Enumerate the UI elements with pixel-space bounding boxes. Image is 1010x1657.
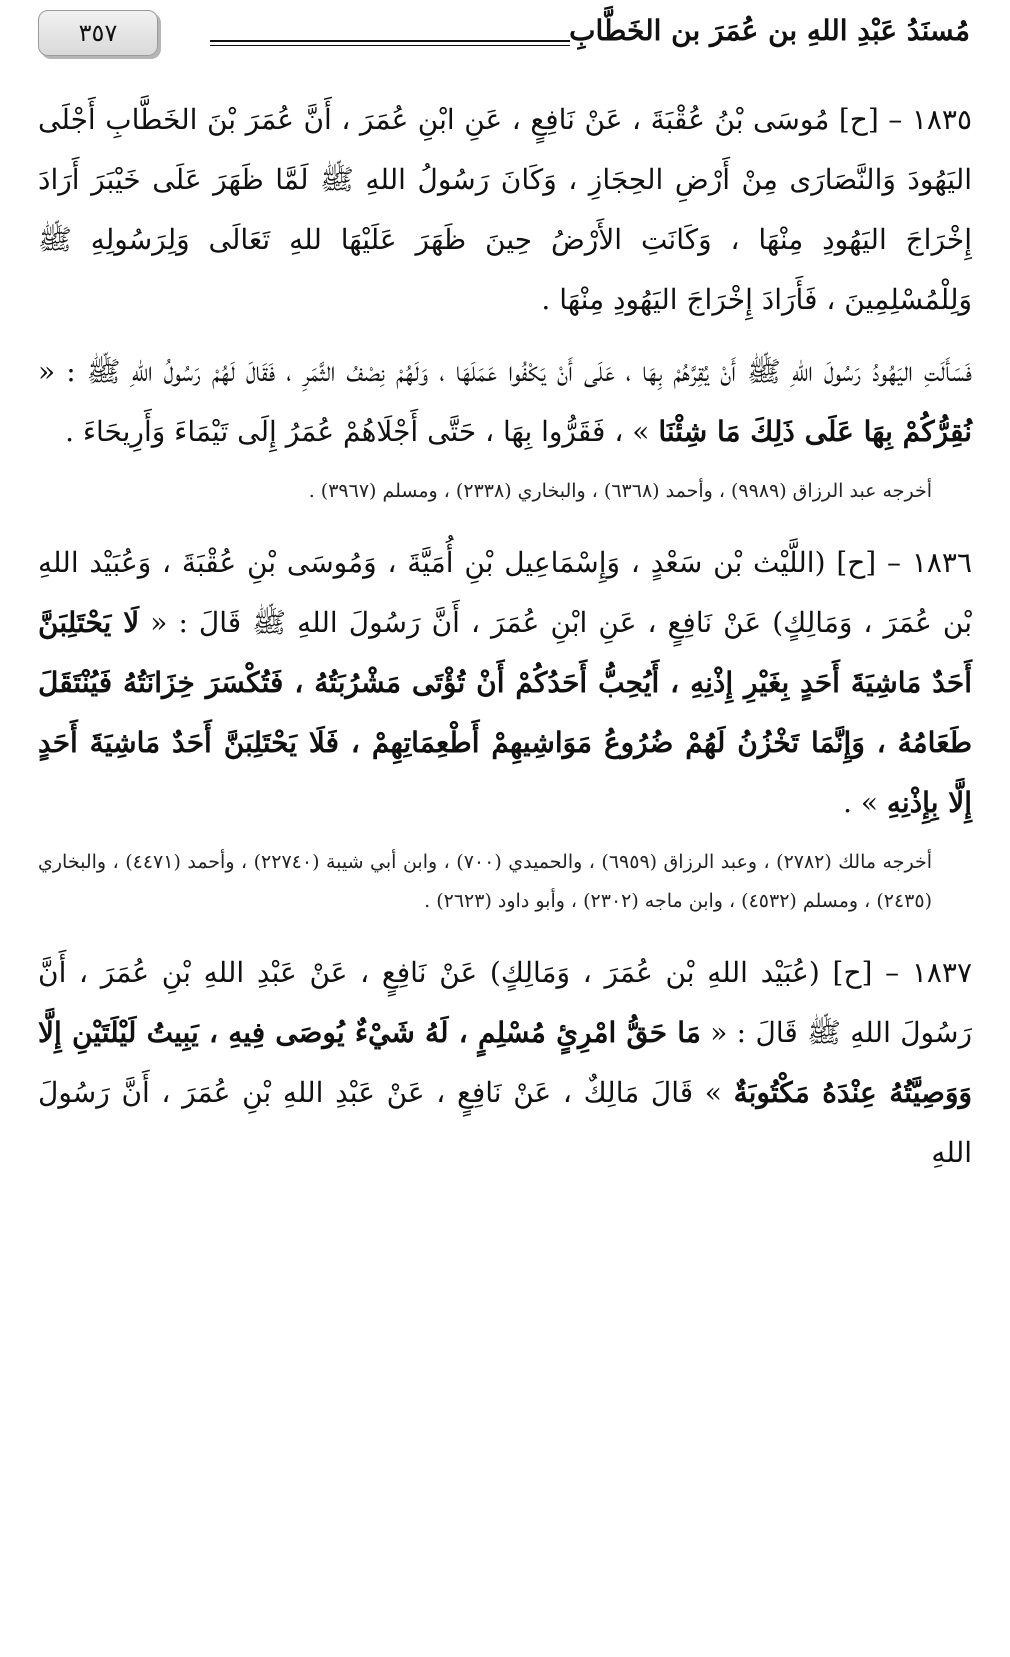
hadith-number: ١٨٣٦ – [ح] <box>836 546 972 579</box>
hadith-text: فَسَأَلَتِ اليَهُودُ رَسُولَ اللهِ ﷺ أَنْ يُقِرَّهُمْ بِهَا ، عَلَى أَنْ يَكْفُوا عَمَلَهَا ، وَلَهُمْ نِصْفُ الثَّمَرِ ، فَقَالَ لَهُمْ رَسُولُ اللهِ ﷺ : « <box>38 355 972 388</box>
hadith-number: ١٨٣٧ – [ح] <box>832 956 972 989</box>
page-body <box>38 82 972 1183</box>
prophetic-quote: مَا حَقُّ امْرِئٍ مُسْلِمٍ ، لَهُ شَيْءٌ يُوصَى فِيهِ ، يَبِيتُ لَيْلَتَيْنِ إِلَّا وَوَصِيَّتُهُ عِنْدَهُ مَكْتُوبَةٌ <box>38 1016 972 1109</box>
page-header <box>38 10 972 64</box>
header-rule <box>210 40 570 46</box>
running-title: مُسنَدُ عَبْدِ اللهِ بن عُمَرَ بن الخَطَّابِ <box>569 14 970 47</box>
hadith-paragraph <box>38 943 972 1183</box>
hadith-paragraph <box>38 533 972 833</box>
hadith-text: مُوسَى بْنُ عُقْبَةَ ، عَنْ نَافِعٍ ، عَنِ ابْنِ عُمَرَ ، أَنَّ عُمَرَ بْنَ الخَطَّابِ أَجْلَى اليَهُودَ وَالنَّصَارَى مِنْ أَرْضِ الحِجَازِ ، وَكَانَ رَسُولُ اللهِ ﷺ لَمَّا ظَهَرَ عَلَى خَيْبَرَ أَرَادَ إِخْرَاجَ اليَهُودِ مِنْهَا ، وَكَانَتِ الأَرْضُ حِينَ ظَهَرَ عَلَيْهَا للهِ تَعَالَى وَلِرَسُولِهِ ﷺ وَلِلْمُسْلِمِينَ ، فَأَرَادَ إِخْرَاجَ اليَهُودِ مِنْهَا . <box>38 103 973 316</box>
hadith-1835 <box>38 90 972 511</box>
hadith-text: » ، فَقَرُّوا بِهَا ، حَتَّى أَجْلَاهُمْ عُمَرُ إِلَى تَيْمَاءَ وَأَرِيحَاءَ . <box>65 415 659 448</box>
hadith-text: (عُبَيْد اللهِ بْن عُمَرَ ، وَمَالِكٍ) عَنْ نَافِعٍ ، عَنْ عَبْدِ اللهِ بْنِ عُمَرَ ، أَنَّ رَسُولَ اللهِ ﷺ قَالَ : « <box>38 956 973 1049</box>
takhrij-reference: أخرجه عبد الرزاق (٩٩٨٩) ، وأحمد (٦٣٦٨) ، والبخاري (٢٣٣٨) ، ومسلم (٣٩٦٧) . <box>308 480 932 502</box>
hadith-1836 <box>38 533 972 921</box>
takhrij-reference: أخرجه مالك (٢٧٨٢) ، وعبد الرزاق (٦٩٥٩) ، والحميدي (٧٠٠) ، وابن أبي شيبة (٢٢٧٤٠) ، وأحمد (٤٤٧١) ، والبخاري (٢٤٣٥) ، ومسلم (٤٥٣٢) ، وابن ماجه (٢٣٠٢) ، وأبو داود (٢٦٢٣) . <box>38 851 932 912</box>
hadith-paragraph <box>38 90 972 330</box>
hadith-text: » . <box>843 786 887 819</box>
hadith-number: ١٨٣٥ – [ح] <box>838 103 972 136</box>
page-number-tab: ٣٥٧ <box>38 10 158 56</box>
prophetic-quote: لَا يَحْتَلِبَنَّ أَحَدٌ مَاشِيَةَ أَحَدٍ بِغَيْرِ إِذْنِهِ ، أَيُحِبُّ أَحَدُكُمْ أَنْ تُؤْتَى مَشْرُبَتُهُ ، فَتُكْسَرَ خِزَانَتُهُ فَيُنْتَقَلَ طَعَامُهُ ، وَإِنَّمَا تَخْزُنُ لَهُمْ ضُرُوعُ مَوَاشِيهِمْ أَطْعِمَاتِهِمْ ، فَلَا يَحْتَلِبَنَّ أَحَدٌ مَاشِيَةَ أَحَدٍ إِلَّا بِإِذْنِهِ <box>38 606 972 819</box>
hadith-paragraph <box>38 342 972 462</box>
hadith-1837 <box>38 943 972 1183</box>
prophetic-quote: نُقِرُّكُمْ بِهَا عَلَى ذَلِكَ مَا شِئْنَا <box>658 415 972 448</box>
hadith-text: » قَالَ مَالِكٌ ، عَنْ نَافِعٍ ، عَنْ عَبْدِ اللهِ بْنِ عُمَرَ ، أَنَّ رَسُولَ اللهِ <box>38 1076 972 1169</box>
hadith-text: (اللَّيْث بْن سَعْدٍ ، وَإِسْمَاعِيل بْنِ أُمَيَّةَ ، وَمُوسَى بْنِ عُقْبَةَ ، وَعُبَيْد اللهِ بْن عُمَرَ ، وَمَالِكٍ) عَنْ نَافِعٍ ، عَنِ ابْنِ عُمَرَ ، أَنَّ رَسُولَ اللهِ ﷺ قَالَ : « <box>38 546 972 639</box>
